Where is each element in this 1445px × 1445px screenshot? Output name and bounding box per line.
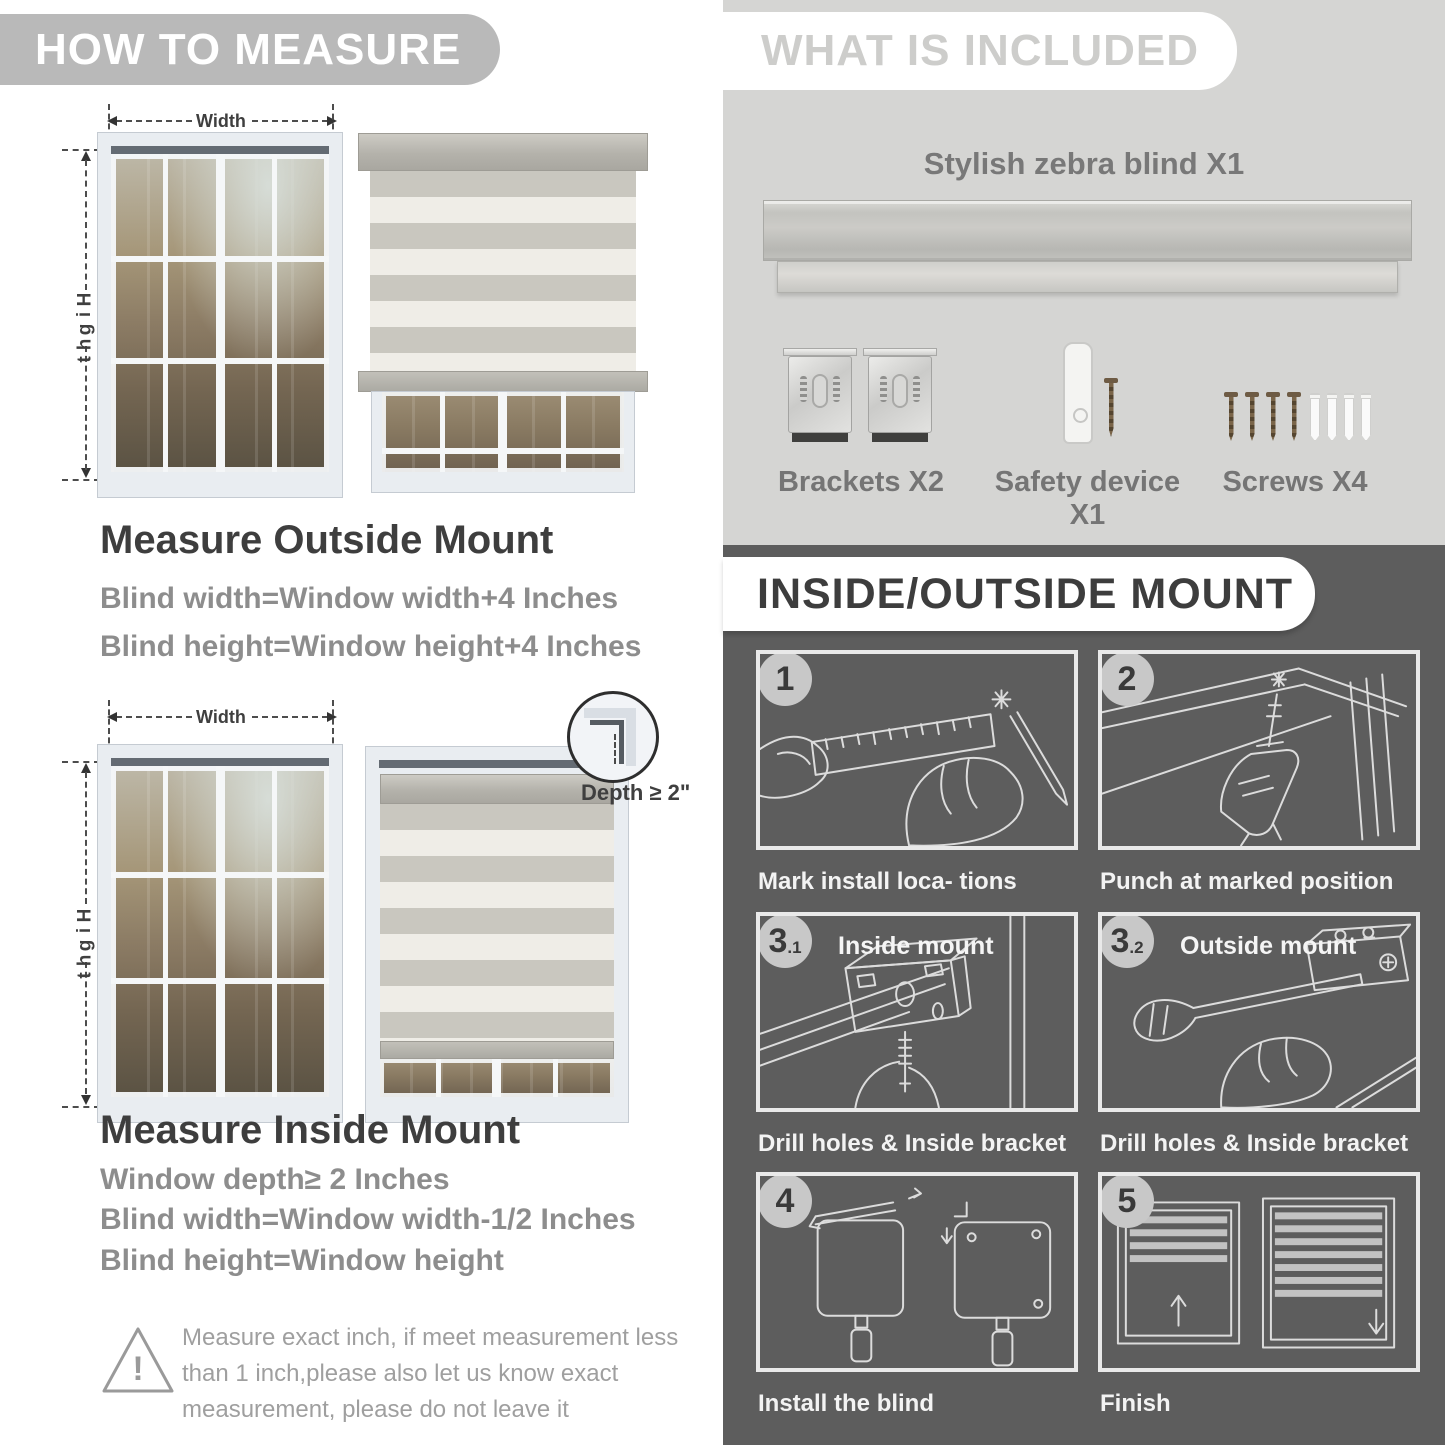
window-illustration-1 <box>98 133 342 497</box>
screw-head <box>1266 392 1280 397</box>
step-panel-4 <box>756 1172 1078 1372</box>
inside-mount-rule-1: Window depth≥ 2 Inches <box>100 1163 450 1196</box>
screw-head <box>1104 378 1118 383</box>
blind-cassette-1 <box>358 133 648 171</box>
bracket-slot <box>812 374 828 408</box>
safety-device-illustration <box>1063 342 1093 444</box>
step-number-badge <box>758 914 812 968</box>
window-recess <box>111 758 329 766</box>
magnifier-depth-dash <box>614 734 616 764</box>
bracket-flange <box>863 348 937 356</box>
window-mullion <box>272 154 277 472</box>
headrail-lip <box>777 261 1398 293</box>
window-mullion <box>272 766 277 1097</box>
window-mullion <box>382 448 624 454</box>
bracket-illustration <box>788 348 852 442</box>
step-number-badge <box>1100 652 1154 706</box>
step-panel-2 <box>1098 650 1420 850</box>
how-to-measure-banner: HOW TO MEASURE <box>0 14 500 85</box>
window-casement-divider <box>216 154 225 472</box>
window-casement-divider <box>216 766 225 1097</box>
bracket-flange <box>783 348 857 356</box>
step-number: 1 <box>775 660 795 698</box>
step-number-badge <box>758 1174 812 1228</box>
wall-anchor-illustration <box>1344 393 1354 441</box>
screw-head <box>1287 392 1301 397</box>
bracket-base <box>872 433 928 442</box>
anchor-collar <box>1325 394 1339 399</box>
bracket-spring <box>833 376 840 402</box>
bracket-spring <box>913 376 920 402</box>
window-glass <box>111 766 329 1097</box>
depth-note: Depth ≥ 2" <box>581 780 691 805</box>
height-label-2: H i g h t <box>74 908 96 979</box>
step-panel-3-1 <box>756 912 1078 1112</box>
width-label-2: Width <box>196 707 246 727</box>
anchor-collar <box>1308 394 1322 399</box>
step-panel-title: Inside mount <box>838 932 994 960</box>
what-is-included-banner: WHAT IS INCLUDED <box>723 12 1237 90</box>
brackets-label: Brackets X2 <box>777 466 945 498</box>
step-caption-4: Install the blind <box>758 1390 935 1417</box>
window-illustration-2 <box>98 745 342 1122</box>
step-number: 3 <box>768 922 788 960</box>
width-arrow-line <box>116 120 192 122</box>
window-recess <box>111 146 329 154</box>
window-mullion <box>561 392 566 472</box>
zebra-shade-2 <box>380 804 614 1041</box>
screw-illustration <box>1287 392 1301 441</box>
arrowhead-icon <box>81 1095 91 1105</box>
step-subnumber: .2 <box>1129 937 1144 957</box>
screw-shaft <box>1271 397 1276 441</box>
screw-illustration <box>1266 392 1280 441</box>
step-panel-title: Outside mount <box>1180 932 1357 960</box>
warning-line-2: than 1 inch,please also let us know exact <box>182 1360 619 1387</box>
anchor-collar <box>1359 394 1373 399</box>
step-number: 2 <box>1117 660 1137 698</box>
blind-bottom-rail-1 <box>358 371 648 392</box>
safety-device-label: Safety device X1 <box>994 466 1181 531</box>
width-arrow-line <box>116 716 192 718</box>
wall-anchor-illustration <box>1327 393 1337 441</box>
step-panel-3-2 <box>1098 912 1420 1112</box>
inside-mount-rule-2: Blind width=Window width-1/2 Inches <box>100 1203 636 1236</box>
screw-illustration <box>1104 378 1118 437</box>
height-label-1: H i g h t <box>74 292 96 363</box>
screw-shaft <box>1292 397 1297 441</box>
headrail-illustration <box>763 200 1412 261</box>
step-panel-1 <box>756 650 1078 850</box>
warning-line-3: measurement, please do not leave it <box>182 1396 569 1423</box>
warning-line-1: Measure exact inch, if meet measurement less <box>182 1324 679 1351</box>
anchor-collar <box>1342 394 1356 399</box>
window-mullion <box>553 1059 558 1097</box>
blind-bottom-rail-2 <box>380 1041 614 1059</box>
bracket-base <box>792 433 848 442</box>
screw-shaft <box>1109 383 1114 437</box>
window-glass <box>380 1059 614 1097</box>
outside-mount-rule-2: Blind height=Window height+4 Inches <box>100 630 642 663</box>
window-glass <box>382 392 624 472</box>
step-number: 3 <box>1110 922 1130 960</box>
screw-illustration <box>1224 392 1238 441</box>
inside-outside-mount-banner: INSIDE/OUTSIDE MOUNT <box>723 557 1315 631</box>
step-caption-5: Finish <box>1100 1390 1171 1417</box>
safety-device-hole <box>1073 408 1088 423</box>
step-number-badge <box>1100 914 1154 968</box>
inside-mount-title: Measure Inside Mount <box>100 1108 521 1152</box>
window-glass <box>111 154 329 472</box>
bracket-slot <box>892 374 908 408</box>
inside-mount-rule-3: Blind height=Window height <box>100 1244 504 1277</box>
screws-label: Screws X4 <box>1222 466 1368 498</box>
window-mullion <box>163 766 168 1097</box>
step-panel-5 <box>1098 1172 1420 1372</box>
width-arrow-line <box>252 716 328 718</box>
bracket-illustration <box>868 348 932 442</box>
wall-anchor-illustration <box>1310 393 1320 441</box>
magnifier-corner-line <box>590 720 624 764</box>
screw-head <box>1224 392 1238 397</box>
width-label-1: Width <box>196 111 246 131</box>
bracket-spring <box>800 376 807 402</box>
blind-cassette-2 <box>380 774 614 804</box>
window-glass-lower <box>380 1059 614 1097</box>
screw-shaft <box>1250 397 1255 441</box>
width-arrow-line <box>252 120 328 122</box>
window-below-blind-1 <box>372 392 634 492</box>
outside-mount-rule-1: Blind width=Window width+4 Inches <box>100 582 619 615</box>
wall-anchor-illustration <box>1361 393 1371 441</box>
window-sill <box>111 472 329 484</box>
height-arrow-line <box>85 772 87 904</box>
depth-magnifier <box>567 691 659 783</box>
step-caption-1: Mark install loca- tions <box>758 868 1017 895</box>
warning-triangle-icon <box>98 1322 178 1398</box>
step-caption-2: Punch at marked position <box>1100 868 1394 895</box>
step-number-badge <box>758 652 812 706</box>
window-casement-divider <box>492 1059 501 1097</box>
step-caption-3-2: Drill holes & Inside bracket <box>1100 1130 1409 1157</box>
window-mullion <box>436 1059 441 1097</box>
zebra-shade-1 <box>370 171 636 371</box>
window-mullion <box>163 154 168 472</box>
step-caption-3-1: Drill holes & Inside bracket <box>758 1130 1067 1157</box>
screw-head <box>1245 392 1259 397</box>
screw-illustration <box>1245 392 1259 441</box>
height-arrow-line <box>85 160 87 290</box>
screw-shaft <box>1229 397 1234 441</box>
window-casement-divider <box>498 392 507 472</box>
warning-exclamation: ! <box>132 1350 144 1388</box>
outside-mount-title: Measure Outside Mount <box>100 518 554 562</box>
bracket-spring <box>880 376 887 402</box>
step-number: 4 <box>775 1182 795 1220</box>
product-name: Stylish zebra blind X1 <box>923 146 1245 181</box>
step-number-badge <box>1100 1174 1154 1228</box>
window-mullion <box>440 392 445 472</box>
step-subnumber: .1 <box>787 937 802 957</box>
step-number: 5 <box>1117 1182 1137 1220</box>
